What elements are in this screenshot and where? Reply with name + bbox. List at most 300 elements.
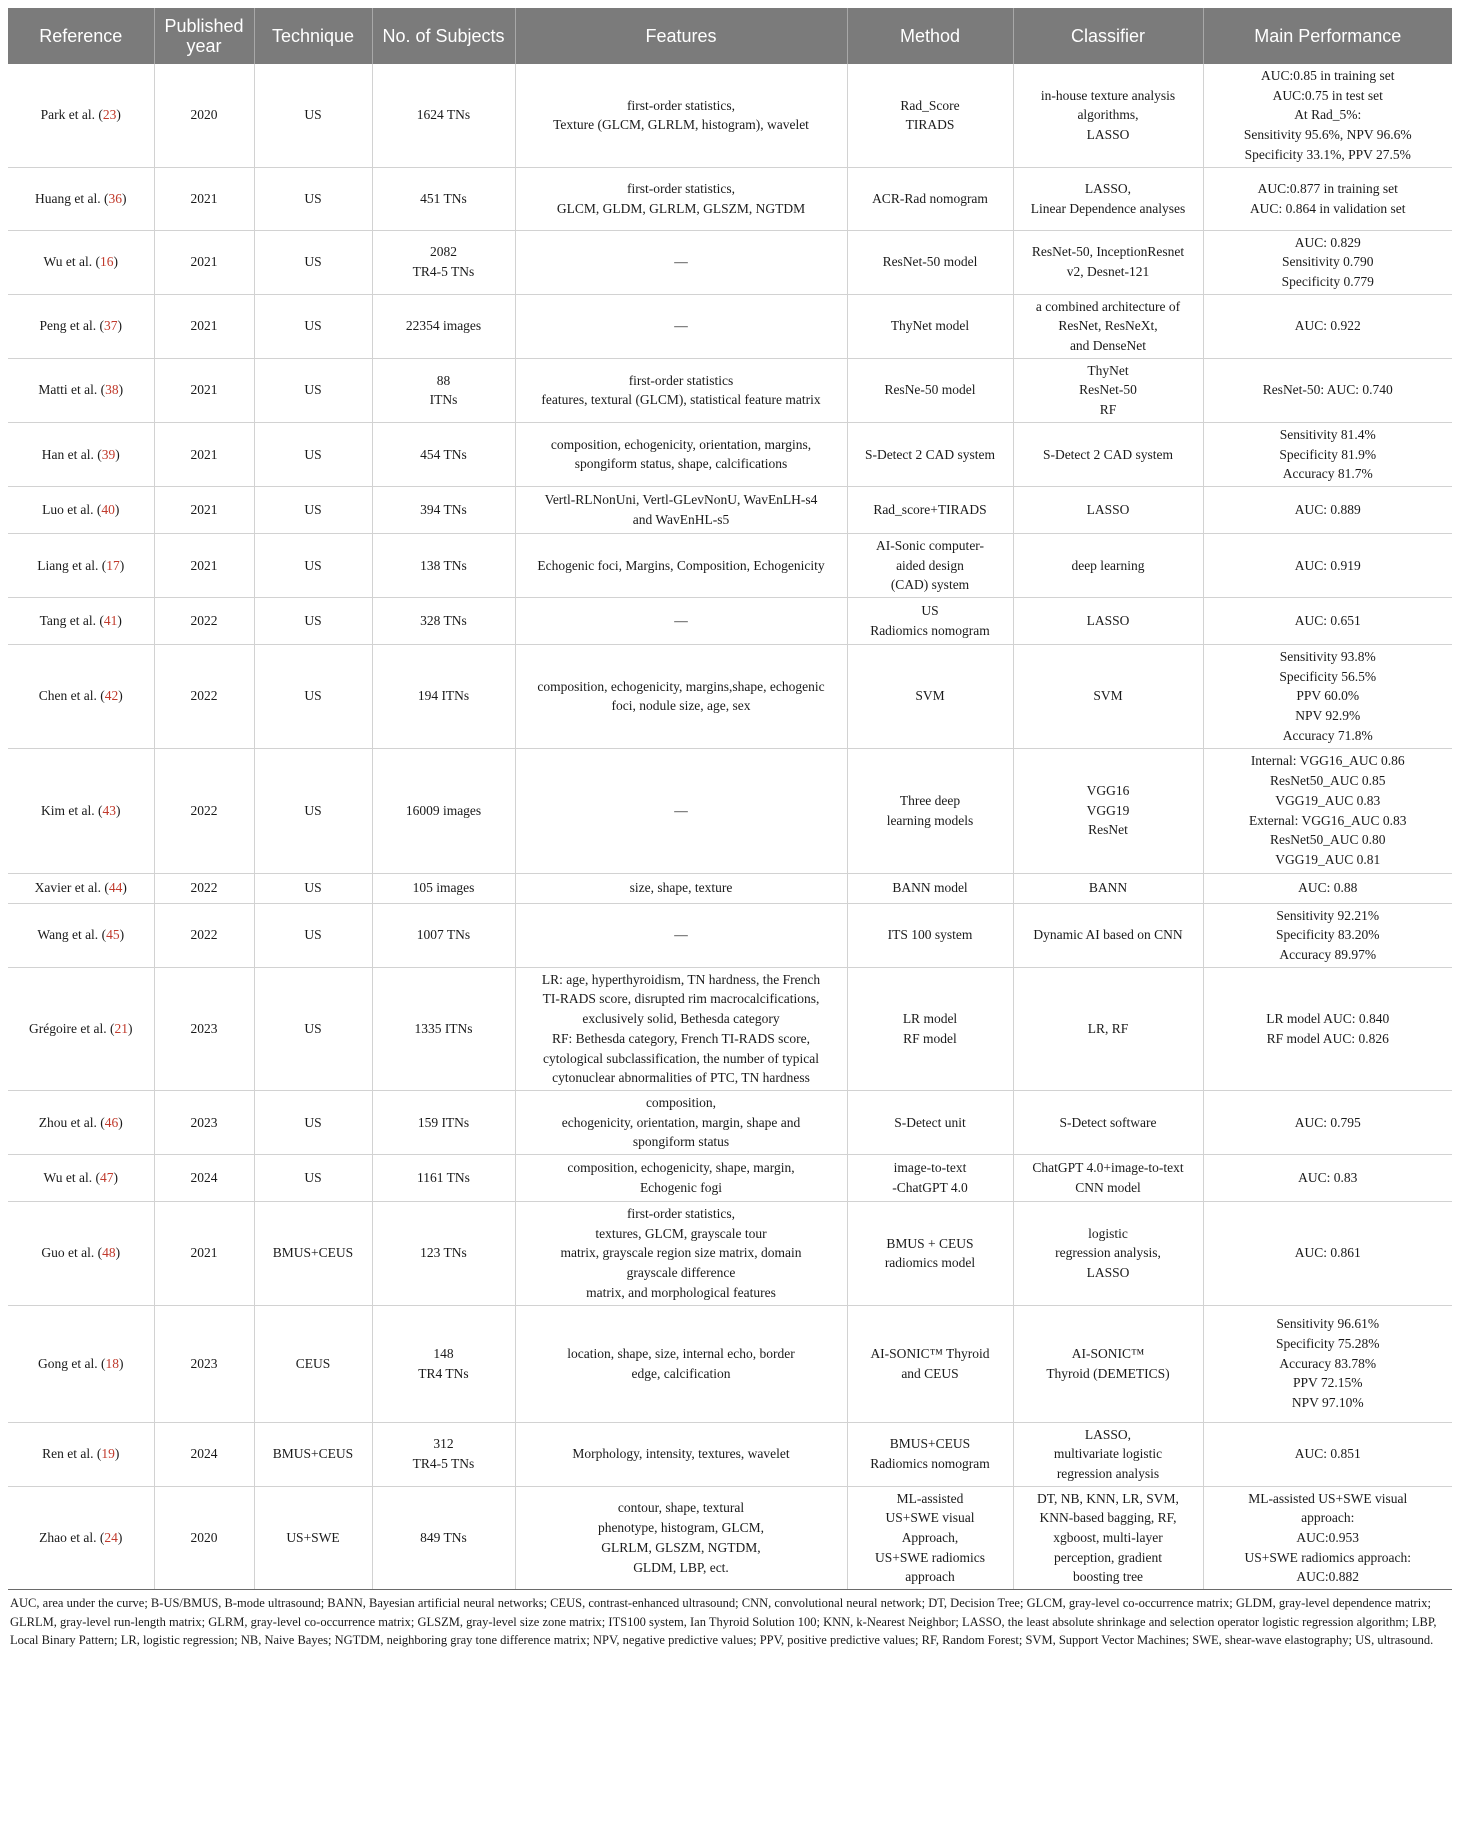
cell-features [515, 967, 847, 1090]
cell-classifier-line: algorithms, [1077, 107, 1139, 123]
cell-method-line: ML-assisted [896, 1490, 964, 1506]
cell-published-year: 2022 [154, 873, 254, 903]
cell-features-line: cytological subclassification, the number of typical [543, 1050, 819, 1066]
cell-classifier-line: RF [1099, 402, 1117, 418]
cell-main-performance [1203, 64, 1452, 167]
cell-features-line: exclusively solid, Bethesda category [582, 1011, 780, 1027]
cell-classifier [1013, 533, 1203, 597]
cell-features-line: Vertl-RLNonUni, Vertl-GLevNonU, WavEnLH-s4 [544, 492, 818, 508]
table-row [8, 167, 1452, 230]
reference-author: Chen et al. [38, 688, 97, 704]
cell-subjects-line: ITNs [429, 392, 458, 408]
cell-reference: Zhao et al. (24) [8, 1486, 154, 1590]
reference-citation-link[interactable]: 43 [102, 802, 116, 818]
cell-published-year: 2021 [154, 486, 254, 533]
cell-method [847, 1155, 1013, 1202]
cell-main-performance-line: AUC: 0.861 [1294, 1245, 1361, 1261]
cell-classifier-line: multivariate logistic [1053, 1446, 1163, 1462]
cell-subjects-line: TR4-5 TNs [412, 264, 475, 280]
cell-reference: Xavier et al. (44) [8, 873, 154, 903]
cell-classifier-line: AI-SONIC™ [1071, 1345, 1145, 1361]
cell-subjects [372, 873, 515, 903]
reference-citation-link[interactable]: 21 [114, 1020, 128, 1036]
cell-main-performance-line: LR model AUC: 0.840 [1266, 1011, 1390, 1027]
cell-subjects-line: 105 images [412, 880, 475, 896]
cell-main-performance-line: Specificity 83.20% [1276, 927, 1380, 943]
cell-features [515, 1305, 847, 1422]
cell-reference: Luo et al. (40) [8, 486, 154, 533]
cell-classifier-line: S-Detect 2 CAD system [1042, 446, 1174, 462]
reference-citation-link[interactable]: 24 [104, 1530, 118, 1546]
cell-subjects [372, 294, 515, 358]
cell-main-performance-line: Specificity 75.28% [1276, 1335, 1380, 1351]
cell-technique: US [254, 903, 372, 967]
cell-published-year: 2021 [154, 1202, 254, 1306]
cell-features-line: composition, [645, 1094, 717, 1110]
cell-main-performance-line: Accuracy 71.8% [1282, 727, 1373, 743]
cell-features [515, 903, 847, 967]
cell-subjects-line: 454 TNs [420, 446, 467, 462]
cell-subjects [372, 1305, 515, 1422]
cell-features-line: textures, GLCM, grayscale tour [595, 1225, 767, 1241]
cell-main-performance-line: Sensitivity 93.8% [1279, 649, 1376, 665]
cell-features-line: first-order statistics, [627, 1206, 735, 1222]
cell-method [847, 873, 1013, 903]
reference-citation-link[interactable]: 41 [103, 613, 118, 629]
cell-features-line: phenotype, histogram, GLCM, [597, 1520, 765, 1536]
cell-features [515, 167, 847, 230]
table-body [8, 64, 1452, 1590]
cell-method-line: US+SWE radiomics [875, 1549, 985, 1565]
cell-classifier-line: DT, NB, KNN, LR, SVM, [1037, 1490, 1179, 1506]
cell-method-line: AI-Sonic computer- [875, 537, 985, 553]
cell-technique: US [254, 967, 372, 1090]
cell-main-performance [1203, 645, 1452, 749]
cell-main-performance-line: AUC: 0.795 [1294, 1114, 1361, 1130]
cell-classifier-line: and DenseNet [1069, 338, 1147, 354]
cell-features-line: Texture (GLCM, GLRLM, histogram), wavelet [553, 117, 809, 133]
cell-classifier-line: logistic [1088, 1225, 1128, 1241]
cell-method-line: BMUS+CEUS [889, 1436, 971, 1452]
cell-features-line: matrix, grayscale region size matrix, domain [560, 1245, 802, 1261]
reference-author: Luo et al. [42, 502, 94, 518]
cell-classifier-line: VGG16 [1086, 783, 1130, 799]
cell-subjects-line: 148 [433, 1345, 454, 1361]
cell-classifier [1013, 1305, 1203, 1422]
cell-main-performance-line: PPV 60.0% [1296, 688, 1360, 704]
cell-method [847, 486, 1013, 533]
cell-classifier [1013, 598, 1203, 645]
cell-method-line: SVM [915, 688, 945, 704]
cell-classifier [1013, 1486, 1203, 1590]
cell-features-line: first-order statistics [628, 372, 734, 388]
cell-subjects-line: 328 TNs [420, 613, 467, 629]
reference-author: Peng et al. [39, 318, 97, 334]
reference-author: Zhao et al. [39, 1530, 97, 1546]
cell-published-year: 2024 [154, 1422, 254, 1486]
cell-main-performance-line: AUC: 0.829 [1294, 234, 1361, 250]
cell-method-line: Rad_score+TIRADS [873, 502, 987, 518]
cell-subjects [372, 1202, 515, 1306]
cell-features-line: Morphology, intensity, textures, wavelet [572, 1446, 790, 1462]
reference-author: Zhou et al. [38, 1114, 97, 1130]
cell-classifier-line: LASSO [1086, 502, 1130, 518]
cell-classifier-line: ChatGPT 4.0+image-to-text [1032, 1160, 1184, 1176]
cell-subjects-line: TR4 TNs [418, 1365, 469, 1381]
reference-citation-link[interactable]: 46 [104, 1114, 119, 1130]
cell-published-year: 2021 [154, 294, 254, 358]
cell-reference: Ren et al. (19) [8, 1422, 154, 1486]
table-row [8, 598, 1452, 645]
cell-main-performance-line: ML-assisted US+SWE visual [1248, 1490, 1408, 1506]
table-row [8, 645, 1452, 749]
cell-main-performance-line: At Rad_5%: [1294, 107, 1362, 123]
cell-published-year: 2021 [154, 533, 254, 597]
cell-main-performance-line: External: VGG16_AUC 0.83 [1248, 812, 1407, 828]
cell-subjects [372, 167, 515, 230]
cell-technique: US [254, 422, 372, 486]
cell-published-year: 2021 [154, 422, 254, 486]
cell-reference: Wu et al. (47) [8, 1155, 154, 1202]
reference-citation-link[interactable]: 48 [102, 1245, 116, 1261]
cell-features-line: spongiform status, shape, calcifications [574, 456, 788, 472]
table-row [8, 1422, 1452, 1486]
reference-citation-link[interactable]: 44 [108, 880, 123, 896]
cell-subjects-line: 123 TNs [420, 1245, 467, 1261]
cell-classifier-line: KNN-based bagging, RF, [1039, 1510, 1177, 1526]
cell-classifier-line: LASSO [1086, 127, 1130, 143]
table-row [8, 1155, 1452, 1202]
cell-classifier [1013, 748, 1203, 873]
cell-features [515, 1090, 847, 1154]
reference-citation-link[interactable]: 17 [106, 557, 120, 573]
cell-subjects-line: 1161 TNs [417, 1170, 470, 1186]
cell-published-year: 2021 [154, 167, 254, 230]
cell-classifier-line: ResNet, ResNeXt, [1058, 318, 1158, 334]
reference-citation-link[interactable]: 16 [99, 254, 114, 270]
reference-author: Xavier et al. [34, 880, 101, 896]
cell-classifier [1013, 486, 1203, 533]
cell-reference: Wang et al. (45) [8, 903, 154, 967]
cell-main-performance-line: AUC: 0.922 [1294, 318, 1361, 334]
cell-method-line: S-Detect 2 CAD system [864, 446, 996, 462]
cell-features-line: echogenicity, orientation, margin, shape and [561, 1114, 801, 1130]
cell-main-performance [1203, 167, 1452, 230]
cell-published-year: 2022 [154, 645, 254, 749]
cell-main-performance-line: NPV 97.10% [1291, 1395, 1364, 1411]
cell-main-performance-line: US+SWE radiomics approach: [1244, 1549, 1412, 1565]
cell-main-performance-line: AUC: 0.864 in validation set [1249, 200, 1406, 216]
header-features: Features [515, 8, 847, 64]
cell-main-performance-line: AUC:0.85 in training set [1261, 68, 1395, 83]
cell-published-year: 2021 [154, 230, 254, 294]
cell-method-line: Approach, [901, 1530, 959, 1546]
cell-method-line: US [921, 603, 939, 619]
cell-method [847, 1422, 1013, 1486]
table-row [8, 1305, 1452, 1422]
table-row [8, 1202, 1452, 1306]
cell-classifier [1013, 903, 1203, 967]
cell-classifier-line: ResNet [1088, 822, 1128, 838]
cell-features-line: first-order statistics, [627, 97, 735, 113]
cell-main-performance-line: AUC:0.75 in test set [1272, 87, 1383, 103]
cell-features [515, 230, 847, 294]
reference-citation-link[interactable]: 37 [104, 318, 118, 334]
cell-main-performance [1203, 230, 1452, 294]
cell-features [515, 1422, 847, 1486]
reference-citation-link[interactable]: 18 [105, 1355, 119, 1371]
cell-features-line: contour, shape, textural [617, 1500, 745, 1516]
cell-features [515, 748, 847, 873]
cell-features-line: TI-RADS score, disrupted rim macrocalcifications, [542, 991, 820, 1007]
cell-method [847, 64, 1013, 167]
header-published-year: Published year [154, 8, 254, 64]
cell-main-performance-line: Sensitivity 96.61% [1276, 1316, 1380, 1332]
cell-features-line: composition, echogenicity, shape, margin, [567, 1160, 795, 1176]
cell-classifier [1013, 167, 1203, 230]
studies-table [8, 8, 1452, 1590]
cell-classifier-line: Dynamic AI based on CNN [1033, 927, 1183, 943]
cell-features [515, 358, 847, 422]
cell-method-line: LR model [902, 1011, 958, 1027]
cell-main-performance-line: NPV 92.9% [1295, 708, 1361, 724]
cell-main-performance-line: ResNet50_AUC 0.80 [1270, 832, 1386, 848]
cell-published-year: 2024 [154, 1155, 254, 1202]
cell-reference: Peng et al. (37) [8, 294, 154, 358]
cell-subjects [372, 903, 515, 967]
cell-main-performance-line: AUC: 0.889 [1294, 502, 1361, 518]
cell-method-line: ThyNet model [890, 318, 970, 334]
cell-main-performance [1203, 1155, 1452, 1202]
cell-features-line: GLRLM, GLSZM, NGTDM, [601, 1539, 761, 1555]
header-reference: Reference [8, 8, 154, 64]
cell-main-performance-line: RF model AUC: 0.826 [1266, 1030, 1389, 1046]
reference-citation-link[interactable]: 39 [101, 446, 116, 462]
cell-main-performance-line: AUC:0.953 [1296, 1530, 1360, 1546]
cell-subjects-line: 16009 images [405, 802, 482, 818]
cell-method [847, 598, 1013, 645]
cell-classifier-line: LR, RF [1087, 1020, 1129, 1036]
cell-technique: US [254, 873, 372, 903]
cell-technique: CEUS [254, 1305, 372, 1422]
reference-citation-link[interactable]: 38 [105, 382, 119, 398]
cell-main-performance-line: AUC: 0.88 [1298, 880, 1358, 896]
cell-method [847, 230, 1013, 294]
cell-published-year: 2022 [154, 748, 254, 873]
cell-method-line: aided design [896, 557, 964, 573]
reference-author: Park et al. [40, 107, 95, 123]
cell-method [847, 533, 1013, 597]
table-row [8, 533, 1452, 597]
cell-main-performance-line: AUC: 0.651 [1294, 613, 1361, 629]
table-row [8, 748, 1452, 873]
cell-subjects-line: 2082 [430, 244, 457, 260]
cell-features [515, 294, 847, 358]
cell-method [847, 1090, 1013, 1154]
cell-features [515, 1202, 847, 1306]
cell-method-line: and CEUS [901, 1365, 959, 1381]
cell-method-line: (CAD) system [890, 577, 970, 593]
reference-citation-link[interactable]: 23 [102, 107, 117, 123]
cell-classifier-line: S-Detect software [1059, 1114, 1157, 1130]
cell-subjects [372, 1486, 515, 1590]
cell-classifier-line: deep learning [1071, 557, 1145, 573]
cell-subjects-line: 194 ITNs [417, 688, 470, 704]
cell-reference: Han et al. (39) [8, 422, 154, 486]
cell-main-performance [1203, 748, 1452, 873]
cell-method-line: -ChatGPT 4.0 [892, 1180, 968, 1196]
cell-classifier-line: a combined architecture of [1035, 298, 1181, 314]
cell-published-year: 2022 [154, 903, 254, 967]
cell-classifier [1013, 1090, 1203, 1154]
cell-main-performance-line: Accuracy 89.97% [1279, 946, 1377, 962]
cell-subjects [372, 422, 515, 486]
cell-method-line: ResNet-50 model [882, 254, 978, 270]
cell-reference: Huang et al. (36) [8, 167, 154, 230]
cell-technique: US [254, 1090, 372, 1154]
cell-subjects-line: 159 ITNs [417, 1114, 470, 1130]
cell-classifier [1013, 645, 1203, 749]
cell-subjects [372, 598, 515, 645]
cell-features-line: first-order statistics, [627, 180, 735, 196]
cell-method [847, 645, 1013, 749]
cell-main-performance-line: AUC:0.877 in training set [1257, 180, 1398, 196]
cell-features-line: features, textural (GLCM), statistical feature matrix [541, 392, 821, 408]
reference-citation-link[interactable]: 47 [99, 1170, 114, 1186]
cell-features-line: cytonuclear abnormalities of PTC, TN hardness [552, 1070, 810, 1086]
cell-published-year: 2020 [154, 64, 254, 167]
cell-main-performance-line: Sensitivity 0.790 [1281, 254, 1374, 270]
cell-classifier-line: LASSO, [1084, 1426, 1132, 1442]
cell-main-performance [1203, 422, 1452, 486]
cell-technique: US [254, 167, 372, 230]
cell-classifier [1013, 1422, 1203, 1486]
header-classifier: Classifier [1013, 8, 1203, 64]
cell-features-line: composition, echogenicity, margins,shape, echogenic [537, 678, 825, 694]
cell-subjects [372, 486, 515, 533]
cell-main-performance-line: Sensitivity 95.6%, NPV 96.6% [1243, 127, 1412, 143]
cell-classifier [1013, 64, 1203, 167]
cell-classifier [1013, 358, 1203, 422]
cell-features-line: Echogenic foci, Margins, Composition, Echogenicity [537, 557, 825, 573]
reference-citation-link[interactable]: 45 [106, 927, 120, 943]
cell-main-performance-line: Sensitivity 92.21% [1276, 907, 1380, 923]
cell-subjects-line: 451 TNs [420, 190, 467, 206]
cell-method-line: ACR-Rad nomogram [872, 190, 988, 206]
cell-subjects-line: 849 TNs [420, 1530, 467, 1546]
cell-features-line: spongiform status [632, 1134, 730, 1150]
reference-author: Guo et al. [41, 1245, 95, 1261]
cell-method [847, 748, 1013, 873]
cell-classifier-line: LASSO [1086, 613, 1130, 629]
cell-method [847, 903, 1013, 967]
cell-main-performance-line: AUC: 0.83 [1298, 1170, 1358, 1186]
reference-author: Han et al. [41, 446, 94, 462]
cell-classifier-line: regression analysis, [1055, 1245, 1161, 1261]
cell-reference: Wu et al. (16) [8, 230, 154, 294]
table-row [8, 64, 1452, 167]
cell-classifier-line: in-house texture analysis [1040, 87, 1176, 103]
cell-features [515, 873, 847, 903]
cell-main-performance [1203, 1422, 1452, 1486]
cell-subjects-line: 1007 TNs [416, 927, 471, 943]
cell-method-line: ITS 100 system [887, 927, 973, 943]
cell-main-performance [1203, 1090, 1452, 1154]
cell-features [515, 422, 847, 486]
cell-technique: US+SWE [254, 1486, 372, 1590]
cell-features [515, 486, 847, 533]
reference-author: Matti et al. [38, 382, 98, 398]
cell-method-line: image-to-text [893, 1160, 967, 1176]
cell-classifier-line: ResNet-50 [1079, 382, 1137, 398]
reference-author: Wang et al. [37, 927, 99, 943]
cell-subjects [372, 645, 515, 749]
cell-classifier-line: ThyNet [1087, 362, 1129, 378]
cell-technique: US [254, 230, 372, 294]
cell-method [847, 967, 1013, 1090]
cell-method [847, 1486, 1013, 1590]
cell-main-performance-line: VGG19_AUC 0.81 [1275, 851, 1381, 867]
cell-features-line: — [674, 613, 688, 629]
cell-classifier-line: v2, Desnet-121 [1066, 264, 1150, 280]
cell-classifier-line: xgboost, multi-layer [1053, 1530, 1163, 1546]
cell-method [847, 358, 1013, 422]
cell-subjects [372, 64, 515, 167]
cell-classifier [1013, 230, 1203, 294]
cell-classifier [1013, 422, 1203, 486]
cell-subjects [372, 230, 515, 294]
cell-technique: US [254, 748, 372, 873]
cell-features-line: grayscale difference [626, 1265, 736, 1281]
reference-citation-link[interactable]: 36 [108, 190, 122, 206]
cell-method-line: BMUS + CEUS [886, 1235, 974, 1251]
cell-features-line: GLCM, GLDM, GLRLM, GLSZM, NGTDM [556, 200, 806, 216]
cell-classifier-line: VGG19 [1086, 802, 1130, 818]
cell-main-performance-line: PPV 72.15% [1292, 1375, 1363, 1391]
cell-classifier [1013, 1202, 1203, 1306]
cell-method-line: BANN model [892, 880, 968, 896]
cell-main-performance-line: ResNet-50: AUC: 0.740 [1262, 382, 1393, 398]
header-no-of-subjects: No. of Subjects [372, 8, 515, 64]
cell-classifier [1013, 1155, 1203, 1202]
cell-main-performance [1203, 967, 1452, 1090]
cell-main-performance-line: Specificity 0.779 [1281, 273, 1374, 289]
cell-features [515, 598, 847, 645]
cell-method-line: Radiomics nomogram [870, 623, 990, 639]
reference-author: Ren et al. [42, 1446, 94, 1462]
cell-technique: US [254, 486, 372, 533]
reference-citation-link[interactable]: 40 [101, 502, 115, 518]
table-row [8, 1486, 1452, 1590]
table-row [8, 967, 1452, 1090]
cell-subjects [372, 358, 515, 422]
cell-subjects [372, 748, 515, 873]
cell-method-line: US+SWE visual [885, 1510, 975, 1526]
cell-features-line: matrix, and morphological features [586, 1284, 776, 1300]
cell-main-performance [1203, 1486, 1452, 1590]
table-row [8, 486, 1452, 533]
cell-technique: US [254, 645, 372, 749]
cell-main-performance [1203, 486, 1452, 533]
cell-subjects-line: 394 TNs [420, 502, 467, 518]
cell-classifier-line: CNN model [1075, 1180, 1141, 1196]
cell-method-line: RF model [903, 1030, 957, 1046]
cell-technique: BMUS+CEUS [254, 1422, 372, 1486]
cell-features-line: LR: age, hyperthyroidism, TN hardness, the French [541, 971, 821, 987]
reference-citation-link[interactable]: 19 [101, 1446, 115, 1462]
cell-main-performance-line: AUC: 0.851 [1294, 1446, 1361, 1462]
reference-citation-link[interactable]: 42 [104, 688, 119, 704]
